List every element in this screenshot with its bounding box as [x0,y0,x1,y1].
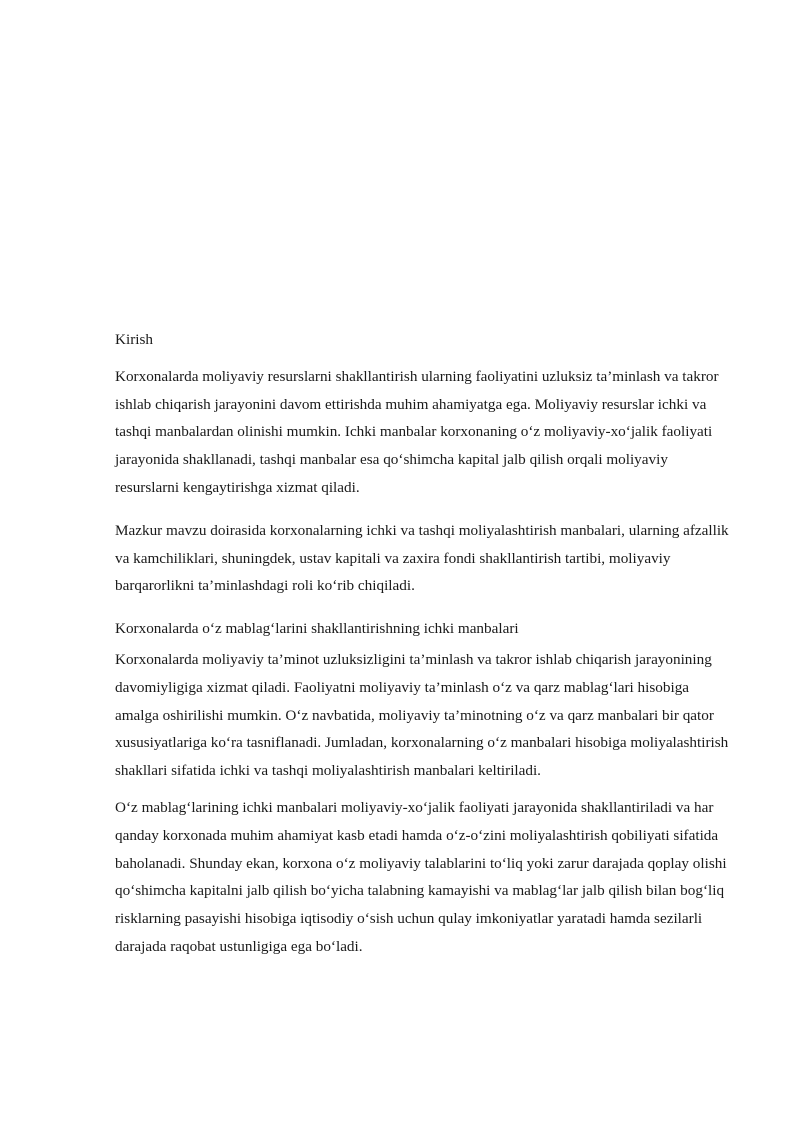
section-heading-intro: Kirish [115,331,153,348]
paragraph: Mazkur mavzu doirasida korxonalarning ichki va tashqi moliyalashtirish manbalari, ularning afzallik va kamchiliklari, shuningdek, ustav kapitali va zaxira fondi shakllantirish tartibi, moliyaviy barqarorlikni ta’minlashdagi roli ko‘rib chiqiladi. [115,521,729,595]
paragraph: Korxonalarda moliyaviy resurslarni shakllantirish ularning faoliyatini uzluksiz ta’minlash va takror ishlab chiqarish jarayonini davom ettirishda muhim ahamiyatga ega. Moliyaviy resurslar ichki va tashqi manbalardan olinishi mumkin. Ichki manbalar korxonaning o‘z moliyaviy-xo‘jalik faoliyati jarayonida shakllanadi, tashqi manbalar esa qo‘shimcha kapital jalb qilish orqali moliyaviy resurslarni kengaytirishga xizmat qiladi. [115,367,719,496]
section-heading: Korxonalarda o‘z mablag‘larini shakllantirishning ichki manbalari [115,620,519,638]
paragraph: Korxonalarda moliyaviy ta’minot uzluksizligini ta’minlash va takror ishlab chiqarish jarayonining davomiyligiga xizmat qiladi. Faoliyatni moliyaviy ta’minlash o‘z va qarz mablag‘lari hisobiga amalga oshirilishi mumkin. O‘z navbatida, moliyaviy ta’minotning o‘z va qarz manbalari bir qator xususiyatlariga ko‘ra tasniflanadi. Jumladan, korxonalarning o‘z manbalari hisobiga moliyalashtirish shakllari sifatida ichki va tashqi moliyalashtirish manbalari keltiriladi. [115,650,729,780]
document-body [115,326,733,961]
paragraph: O‘z mablag‘larining ichki manbalari moliyaviy-xo‘jalik faoliyati jarayonida shakllantiriladi va har qanday korxonada muhim ahamiyat kasb etadi hamda o‘z-o‘zini moliyalashtirish qobiliyati sifatida baholanadi. Shunday ekan, korxona o‘z moliyaviy talablarini to‘liq yoki zarur darajada qoplay olishi qo‘shimcha kapitalni jalb qilish bo‘yicha talabning kamayishi va mablag‘lar jalb qilish bilan bog‘liq risklarning pasayishi hisobiga iqtisodiy o‘sish uchun qulay imkoniyatlar yaratadi hamda sezilarli darajada raqobat ustunligiga ega bo‘ladi. [115,798,727,955]
